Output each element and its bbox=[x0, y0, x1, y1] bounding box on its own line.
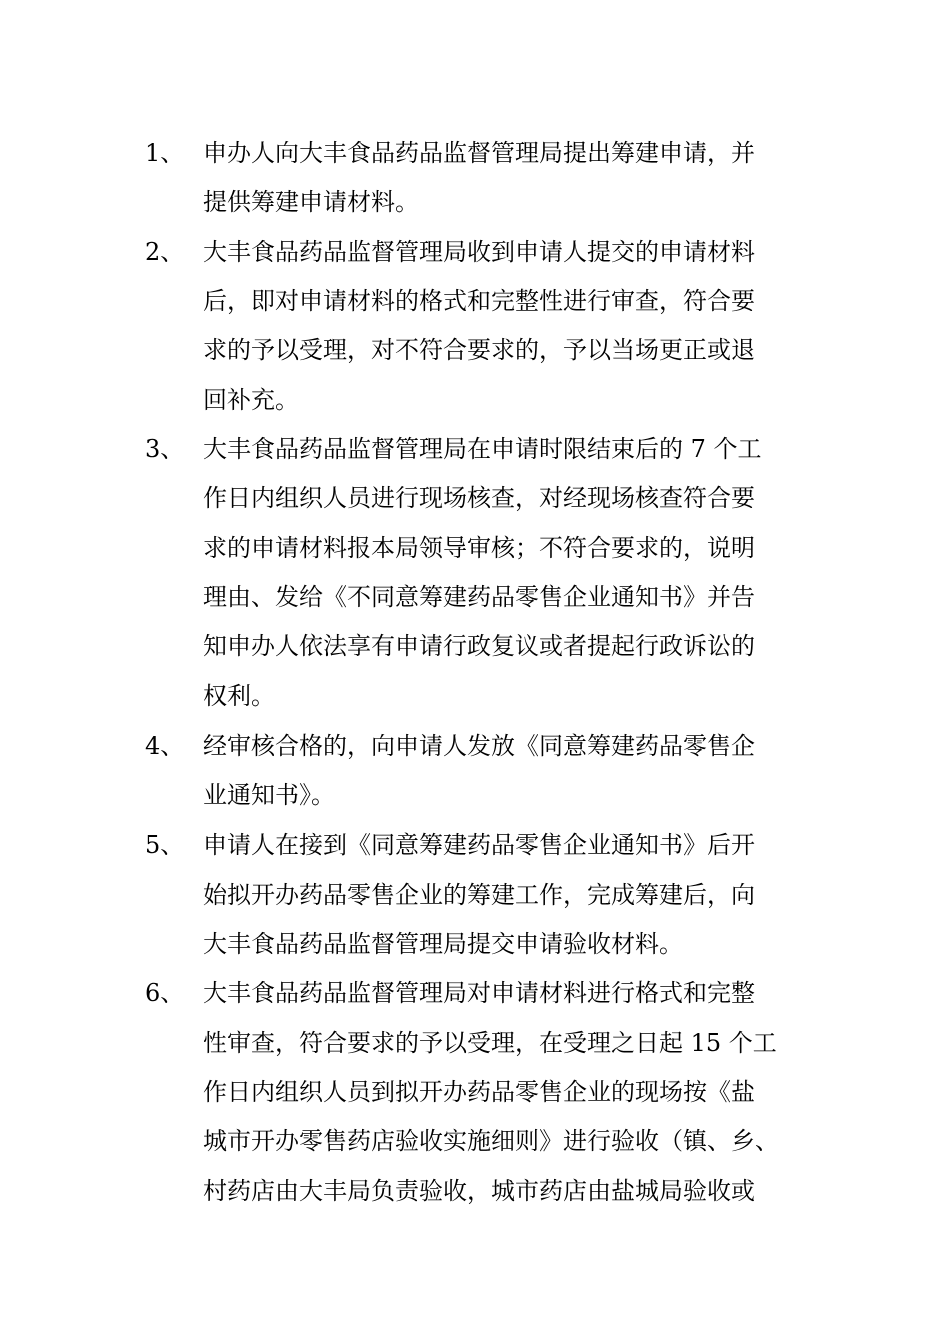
item-line: 求的申请材料报本局领导审核；不符合要求的，说明 bbox=[203, 534, 755, 562]
item-line: 大丰食品药品监督管理局对申请材料进行格式和完整 bbox=[203, 979, 755, 1007]
item-line: 大丰食品药品监督管理局在申请时限结束后的 7 个工 bbox=[203, 435, 762, 463]
item-number: 5、 bbox=[145, 831, 185, 859]
item-line: 作日内组织人员到拟开办药品零售企业的现场按《盐 bbox=[203, 1078, 755, 1106]
item-line: 提供筹建申请材料。 bbox=[203, 188, 419, 216]
item-number: 1、 bbox=[145, 139, 185, 167]
item-line: 作日内组织人员进行现场核查，对经现场核查符合要 bbox=[203, 484, 755, 512]
item-line: 始拟开办药品零售企业的筹建工作，完成筹建后，向 bbox=[203, 881, 755, 909]
item-number: 2、 bbox=[145, 238, 185, 266]
item-line: 大丰食品药品监督管理局提交申请验收材料。 bbox=[203, 930, 683, 958]
item-line: 权利。 bbox=[203, 682, 275, 710]
item-line: 经审核合格的，向申请人发放《同意筹建药品零售企 bbox=[203, 732, 755, 760]
item-line: 业通知书》。 bbox=[203, 781, 335, 809]
item-line: 求的予以受理，对不符合要求的，予以当场更正或退 bbox=[203, 336, 755, 364]
item-line: 理由、发给《不同意筹建药品零售企业通知书》并告 bbox=[203, 583, 755, 611]
item-number: 3、 bbox=[145, 435, 185, 463]
item-line: 申请人在接到《同意筹建药品零售企业通知书》后开 bbox=[203, 831, 755, 859]
item-number: 6、 bbox=[145, 979, 185, 1007]
item-line: 大丰食品药品监督管理局收到申请人提交的申请材料 bbox=[203, 238, 755, 266]
item-line: 回补充。 bbox=[203, 386, 299, 414]
item-line: 性审查，符合要求的予以受理，在受理之日起 15 个工 bbox=[203, 1029, 777, 1057]
item-line: 后，即对申请材料的格式和完整性进行审查，符合要 bbox=[203, 287, 755, 315]
item-line: 知申办人依法享有申请行政复议或者提起行政诉讼的 bbox=[203, 632, 755, 660]
item-line: 城市开办零售药店验收实施细则》进行验收（镇、乡、 bbox=[203, 1127, 779, 1155]
item-number: 4、 bbox=[145, 732, 185, 760]
item-line: 村药店由大丰局负责验收，城市药店由盐城局验收或 bbox=[203, 1177, 755, 1205]
item-line: 申办人向大丰食品药品监督管理局提出筹建申请，并 bbox=[203, 139, 755, 167]
